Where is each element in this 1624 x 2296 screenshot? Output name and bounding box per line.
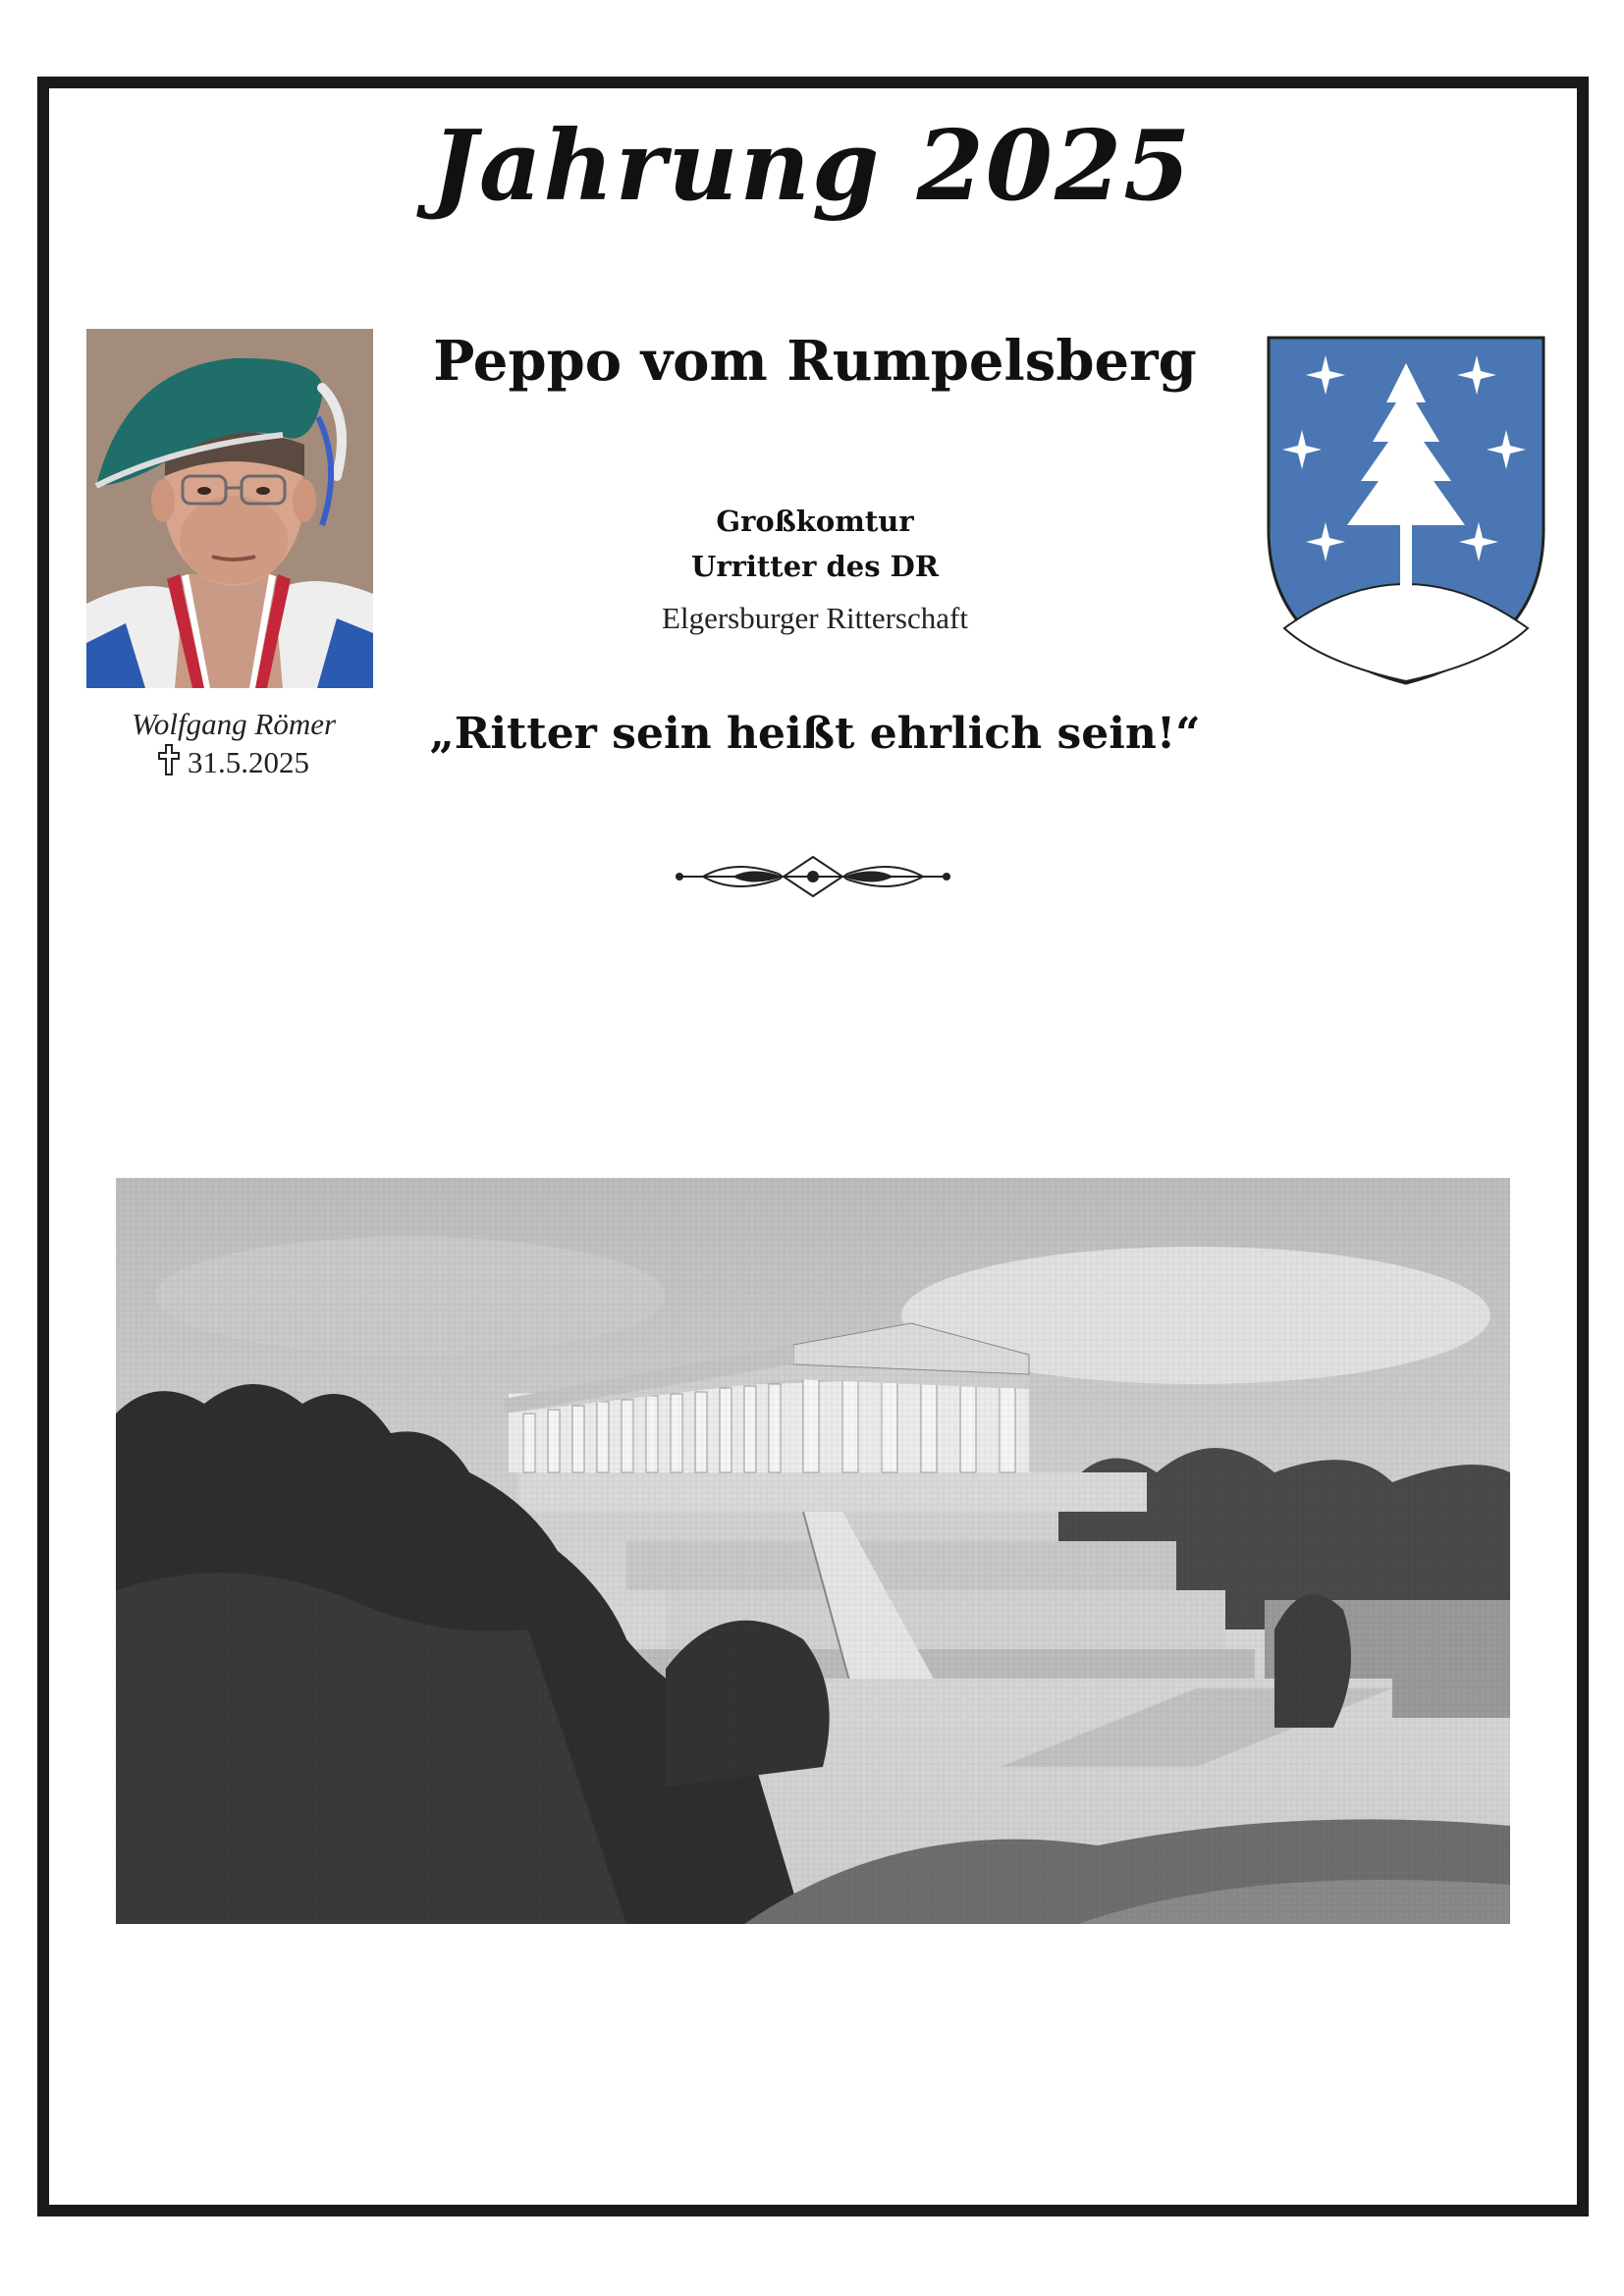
motto: „Ritter sein heißt ehrlich sein!“ [429,709,1201,759]
knight-name: Peppo vom Rumpelsberg [433,329,1197,394]
portrait-caption-name: Wolfgang Römer [131,707,337,741]
portrait-photo [86,329,373,688]
coat-of-arms-fir-tree-stars-icon [1265,334,1547,687]
portrait-caption-date [86,744,381,783]
knight-rank [471,499,1159,589]
flourish-divider-icon [674,852,952,901]
organization-name: Elgersburger Ritterschaft [662,601,968,635]
temple-on-hill-photo [116,1178,1510,1924]
rank-line-1: Großkomtur [716,505,914,538]
page-title: Jahrung 2025 [431,110,1193,223]
rank-line-2: Urritter des DR [691,550,939,583]
death-date: 31.5.2025 [188,745,309,779]
latin-cross-icon [158,744,180,783]
